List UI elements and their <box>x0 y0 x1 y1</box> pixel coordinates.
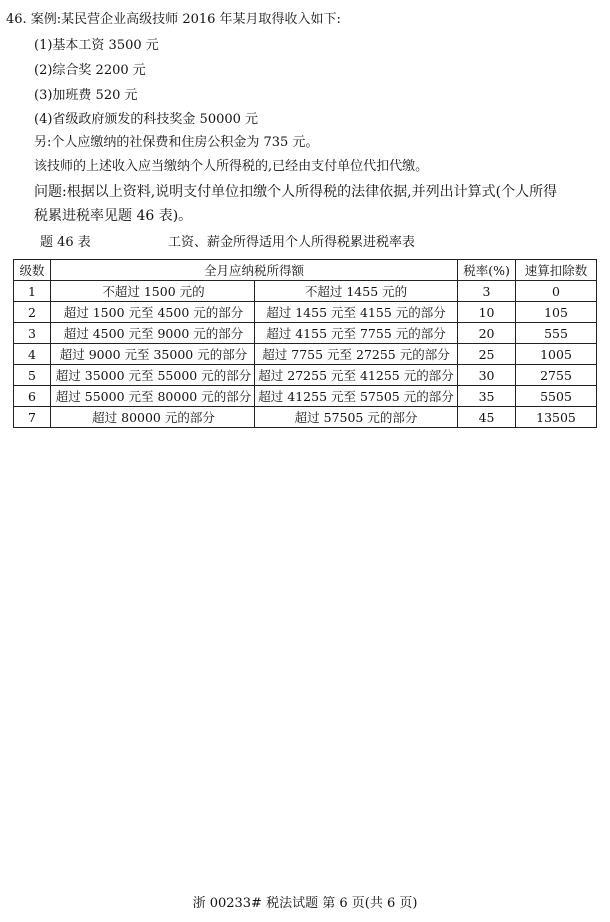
cell-range-post-tax: 超过 7755 元至 27255 元的部分 <box>255 344 458 365</box>
cell-level: 7 <box>14 407 51 428</box>
cell-deduction: 1005 <box>516 344 597 365</box>
cell-rate: 25 <box>458 344 516 365</box>
cell-rate: 30 <box>458 365 516 386</box>
cell-range-post-tax: 超过 1455 元至 4155 元的部分 <box>255 302 458 323</box>
cell-rate: 35 <box>458 386 516 407</box>
income-item-3: (3)加班费 520 元 <box>34 88 138 103</box>
cell-range-post-tax: 超过 27255 元至 41255 元的部分 <box>255 365 458 386</box>
table-row <box>14 365 597 386</box>
cell-range-pre-tax: 超过 80000 元的部分 <box>51 407 255 428</box>
table-number-caption: 题 46 表 <box>40 235 91 250</box>
table-row <box>14 344 597 365</box>
cell-deduction: 2755 <box>516 365 597 386</box>
cell-deduction: 5505 <box>516 386 597 407</box>
cell-level: 6 <box>14 386 51 407</box>
header-tax-rate: 税率(%) <box>458 260 516 281</box>
question-prompt-line-2: 税累进税率见题 46 表)。 <box>34 208 193 224</box>
cell-deduction: 13505 <box>516 407 597 428</box>
cell-range-pre-tax: 超过 35000 元至 55000 元的部分 <box>51 365 255 386</box>
income-item-4: (4)省级政府颁发的科技奖金 50000 元 <box>34 112 259 127</box>
withholding-statement: 该技师的上述收入应当缴纳个人所得税的,已经由支付单位代扣代缴。 <box>34 159 429 174</box>
question-title: 46. 案例:某民营企业高级技师 2016 年某月取得收入如下: <box>6 12 341 27</box>
table-row <box>14 302 597 323</box>
cell-range-post-tax: 不超过 1455 元的 <box>255 281 458 302</box>
page-footer: 浙 00233# 税法试题 第 6 页(共 6 页) <box>192 896 418 911</box>
header-taxable-income: 全月应纳税所得额 <box>51 260 458 281</box>
income-item-2: (2)综合奖 2200 元 <box>34 63 146 78</box>
insurance-note: 另:个人应缴纳的社保费和住房公积金为 735 元。 <box>34 135 319 150</box>
table-row <box>14 386 597 407</box>
header-quick-deduction: 速算扣除数 <box>516 260 597 281</box>
cell-range-pre-tax: 超过 55000 元至 80000 元的部分 <box>51 386 255 407</box>
table-header-row <box>14 260 597 281</box>
cell-level: 5 <box>14 365 51 386</box>
cell-rate: 20 <box>458 323 516 344</box>
cell-range-post-tax: 超过 57505 元的部分 <box>255 407 458 428</box>
cell-deduction: 555 <box>516 323 597 344</box>
cell-deduction: 0 <box>516 281 597 302</box>
cell-level: 3 <box>14 323 51 344</box>
cell-range-pre-tax: 超过 1500 元至 4500 元的部分 <box>51 302 255 323</box>
table-row <box>14 323 597 344</box>
header-level: 级数 <box>14 260 51 281</box>
cell-range-pre-tax: 不超过 1500 元的 <box>51 281 255 302</box>
cell-level: 1 <box>14 281 51 302</box>
income-item-1: (1)基本工资 3500 元 <box>34 38 159 53</box>
cell-range-pre-tax: 超过 4500 元至 9000 元的部分 <box>51 323 255 344</box>
table-title: 工资、薪金所得适用个人所得税累进税率表 <box>168 235 416 250</box>
cell-range-post-tax: 超过 4155 元至 7755 元的部分 <box>255 323 458 344</box>
tax-rate-table <box>13 259 597 428</box>
cell-level: 4 <box>14 344 51 365</box>
cell-deduction: 105 <box>516 302 597 323</box>
table-row <box>14 281 597 302</box>
table-row <box>14 407 597 428</box>
cell-range-pre-tax: 超过 9000 元至 35000 元的部分 <box>51 344 255 365</box>
cell-level: 2 <box>14 302 51 323</box>
cell-rate: 3 <box>458 281 516 302</box>
question-prompt-line-1: 问题:根据以上资料,说明支付单位扣缴个人所得税的法律依据,并列出计算式(个人所得 <box>34 184 558 200</box>
cell-range-post-tax: 超过 41255 元至 57505 元的部分 <box>255 386 458 407</box>
cell-rate: 10 <box>458 302 516 323</box>
cell-rate: 45 <box>458 407 516 428</box>
